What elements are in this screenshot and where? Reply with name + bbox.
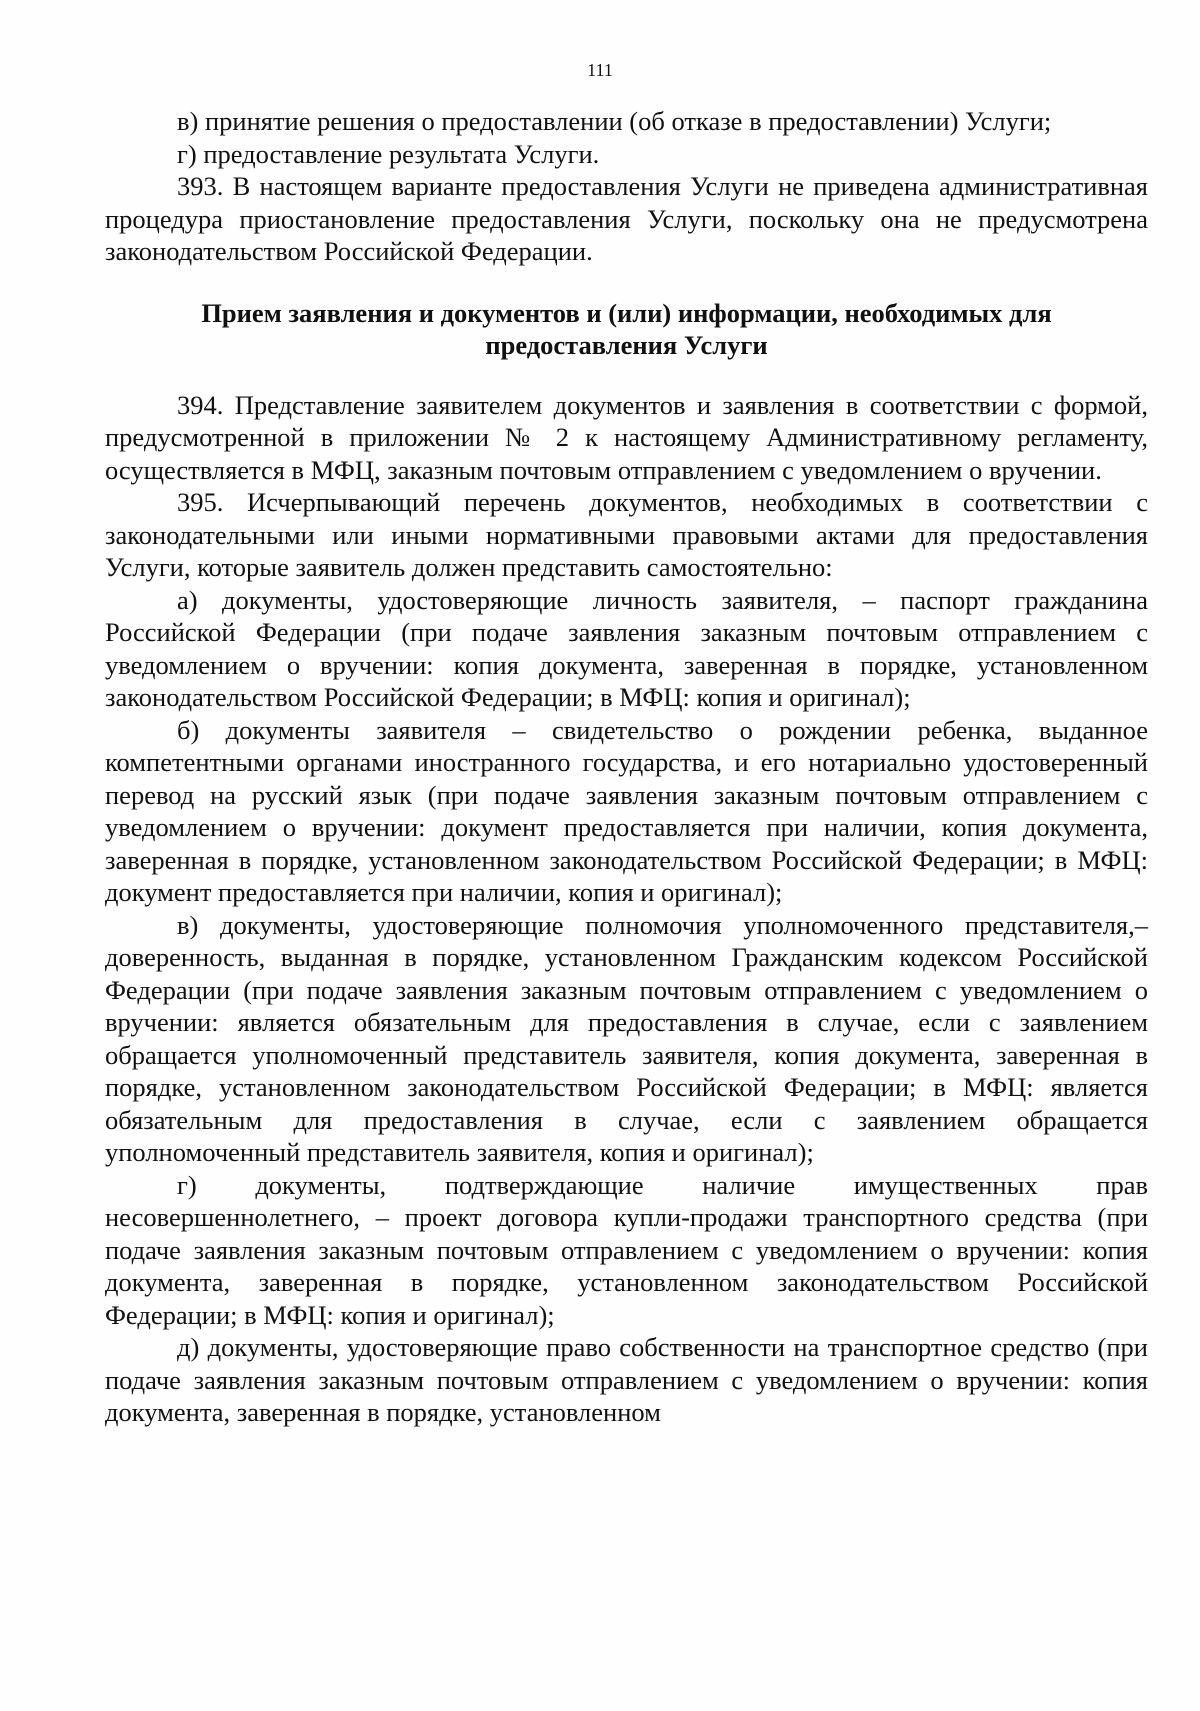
paragraph-395-a: а) документы, удостоверяющие личность заявителя, – паспорт гражданина Российской Федерации (при подаче заявления заказным почтовым отправлением с уведомлением о вручении: копия документа, заверенная в порядке, установленном законодательством Российской Федерации; в МФЦ: копия и оригинал); [105, 584, 1148, 712]
paragraph-item-v: в) принятие решения о предоставлении (об отказе в предоставлении) Услуги; [177, 106, 1052, 136]
page-number: 111 [587, 60, 613, 80]
paragraph-395-b: б) документы заявителя – свидетельство о рождении ребенка, выданное компетентными органами иностранного государства, и его нотариально удостоверенный перевод на русский язык (при подаче заявления заказным почтовым отправлением с уведомлением о вручении: документ предоставляется при наличии, копия документа, заверенная в порядке, установленном законодательством Российской Федерации; в МФЦ: документ предоставляется при наличии, копия и оригинал); [105, 714, 1148, 907]
paragraph-393: 393. В настоящем варианте предоставления Услуги не приведена административная процедура приостановление предоставления Услуги, поскольку она не предусмотрена законодательством Российской Федерации. [105, 171, 1148, 266]
section-heading: Прием заявления и документов и (или) информации, необходимых для предоставления Услуги [201, 297, 1052, 360]
paragraph-395: 395. Исчерпывающий перечень документов, необходимых в соответствии с законодательными или иными нормативными правовыми актами для предоставления Услуги, которые заявитель должен представить самостоятельно: [105, 487, 1148, 582]
paragraph-item-g: г) предоставление результата Услуги. [177, 138, 600, 169]
document-body [105, 105, 1148, 1429]
paragraph-394: 394. Представление заявителем документов и заявления в соответствии с формой, предусмотренной в приложении № 2 к настоящему Административному регламенту, осуществляется в МФЦ, заказным почтовым отправлением с уведомлением о вручении. [105, 389, 1148, 485]
paragraph-395-d: д) документы, удостоверяющие право собственности на транспортное средство (при подаче заявления заказным почтовым отправлением с уведомлением о вручении: копия документа, заверенная в порядке, установленном [105, 1332, 1148, 1427]
paragraph-395-v: в) документы, удостоверяющие полномочия уполномоченного представителя,– доверенность, выданная в порядке, установленном Гражданским кодексом Российской Федерации (при подаче заявления заказным почтовым отправлением с уведомлением о вручении: является обязательным для предоставления в случае, если с заявлением обращается уполномоченный представитель заявителя, копия документа, заверенная в порядке, установленном законодательством Российской Федерации; в МФЦ: является обязательным для предоставления в случае, если с заявлением обращается уполномоченный представитель заявителя, копия и оригинал); [105, 909, 1148, 1167]
paragraph-395-g: г) документы, подтверждающие наличие имущественных прав несовершеннолетнего, – проект договора купли-продажи транспортного средства (при подаче заявления заказным почтовым отправлением с уведомлением о вручении: копия документа, заверенная в порядке, установленном законодательством Российской Федерации; в МФЦ: копия и оригинал); [105, 1169, 1148, 1330]
